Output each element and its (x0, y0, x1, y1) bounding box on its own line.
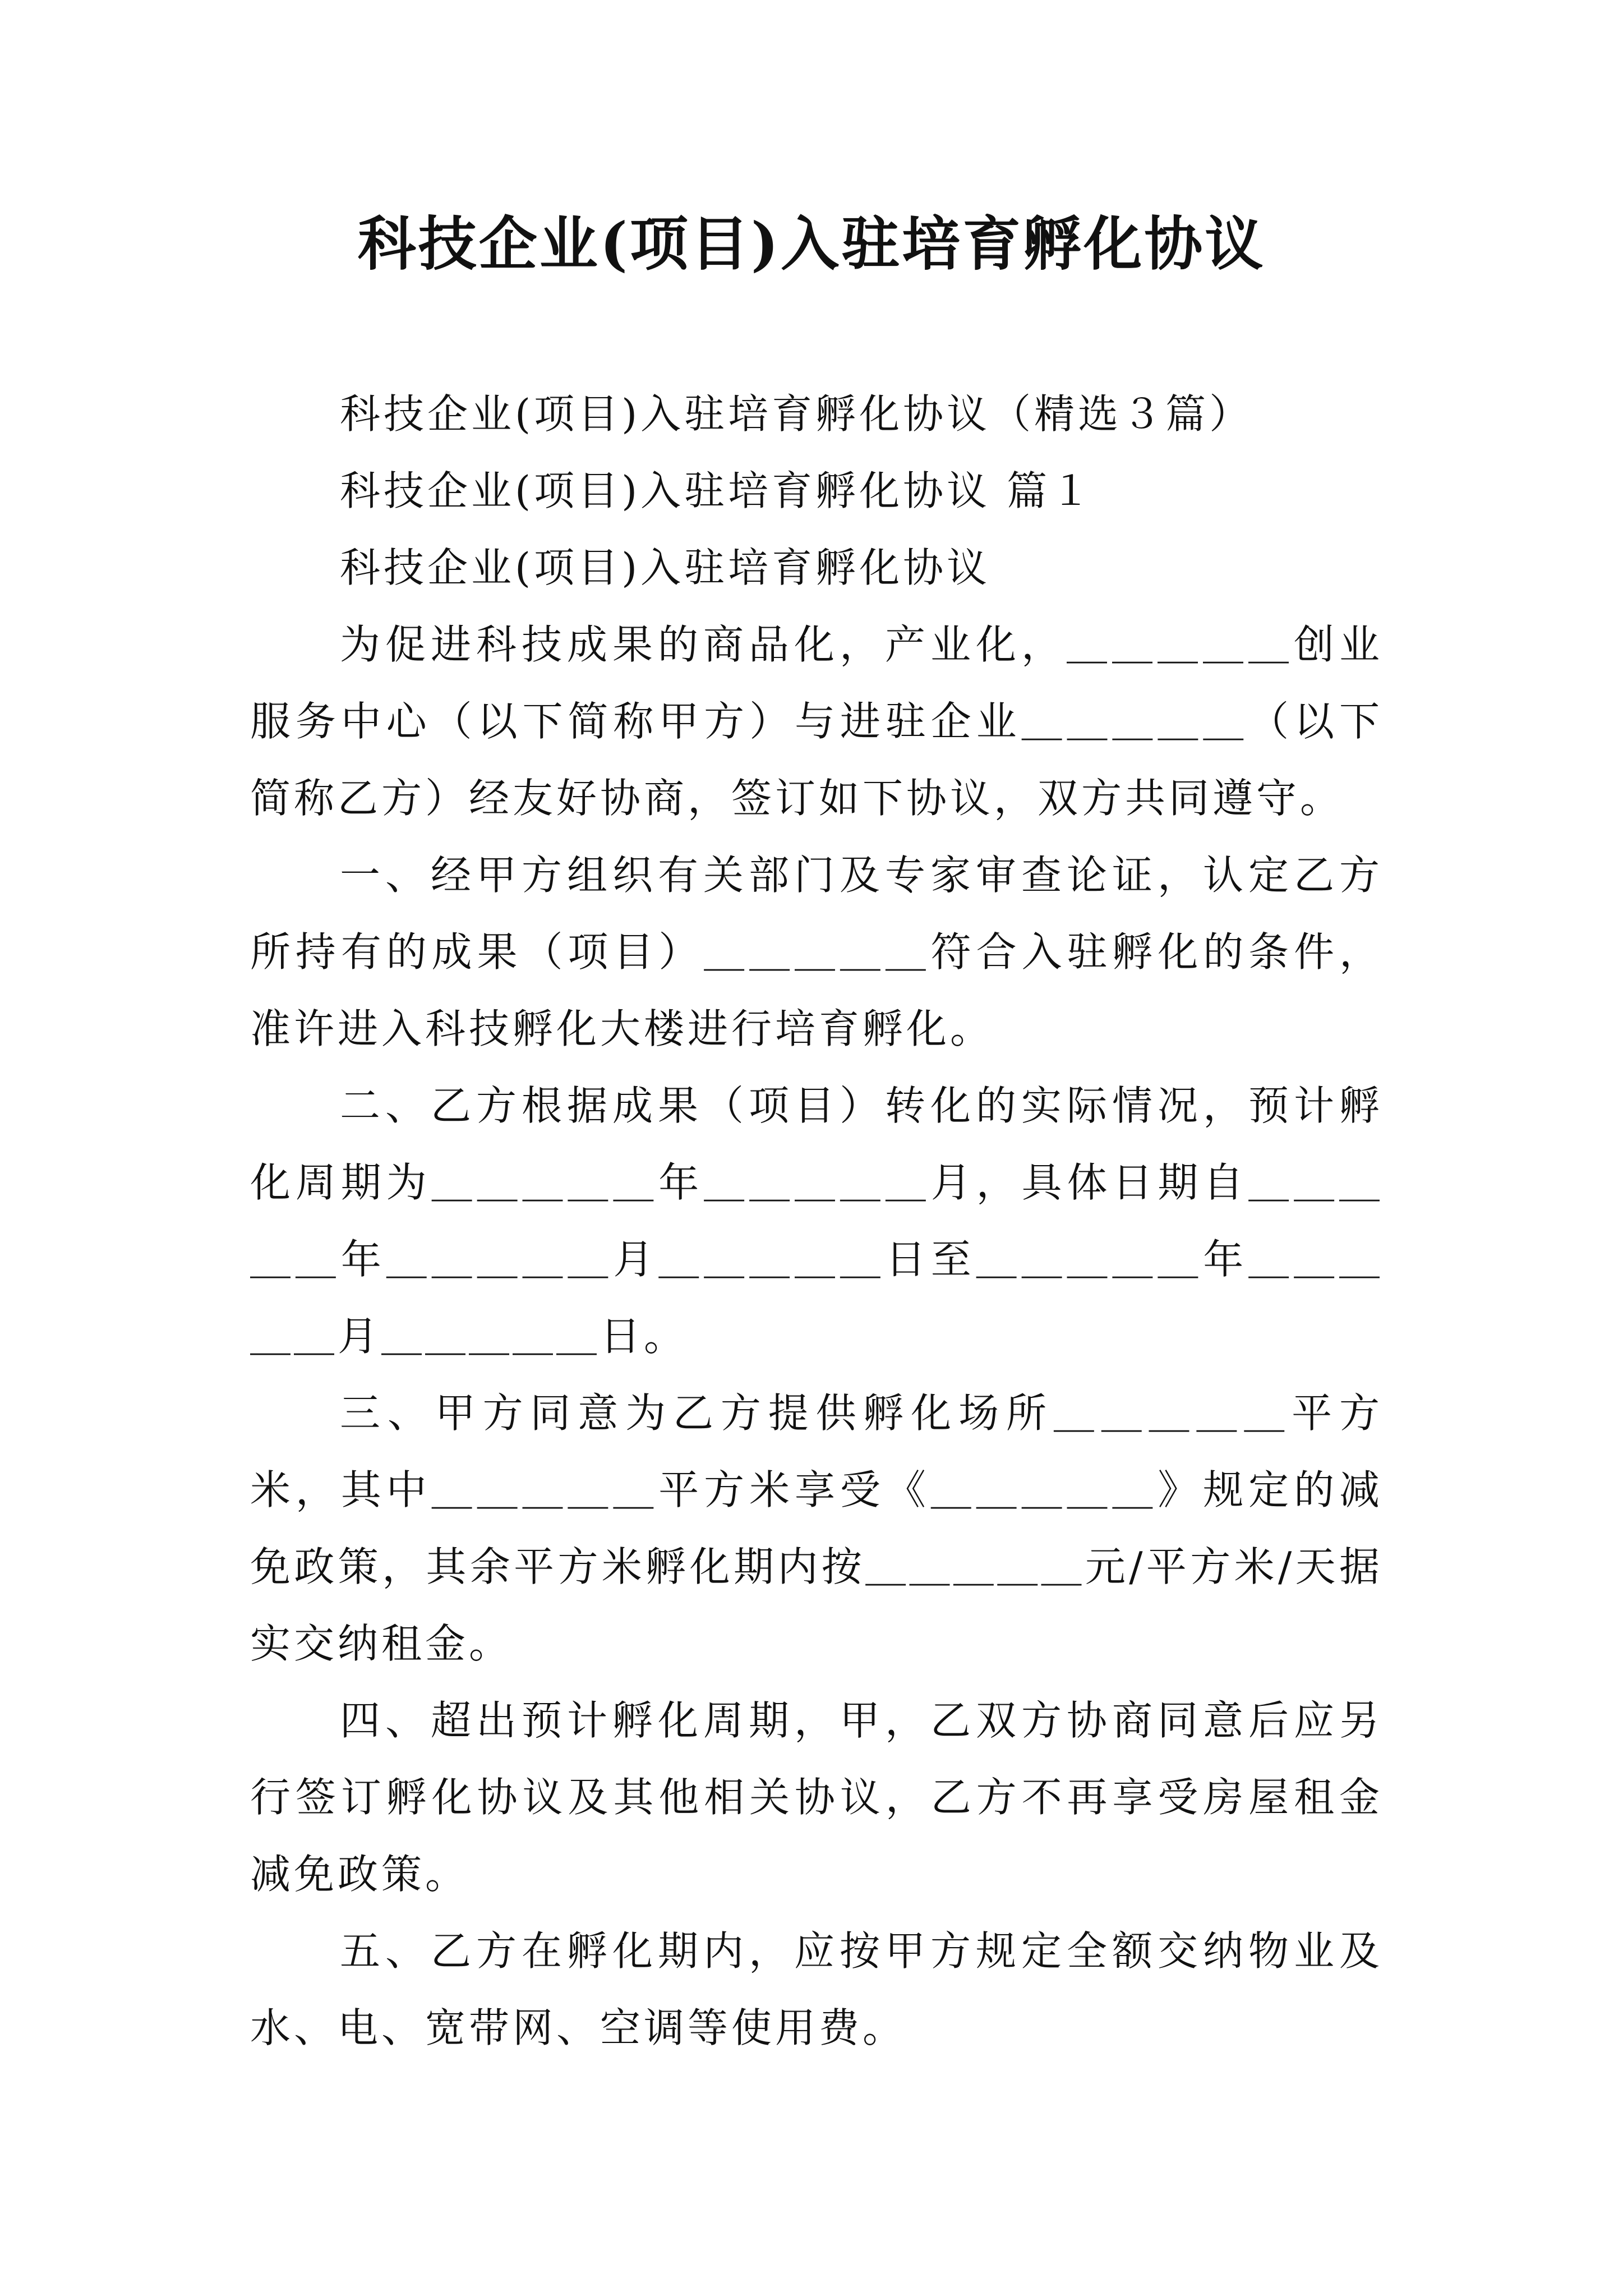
heading-line-2: 科技企业(项目)入驻培育孵化协议 篇１ (340, 467, 1095, 514)
paragraph-intro: 为促进科技成果的商品化，产业化，＿＿＿＿＿创业服务中心（以下简称甲方）与进驻企业＿＿＿＿＿（以下简称乙方）经友好协商，签订如下协议，双方共同遵守。 (250, 621, 1383, 822)
heading-line-3: 科技企业(项目)入驻培育孵化协议 (340, 544, 991, 591)
paragraph-clause-3: 三、甲方同意为乙方提供孵化场所＿＿＿＿＿平方米，其中＿＿＿＿＿平方米享受《＿＿＿＿＿》规定的减免政策，其余平方米孵化期内按＿＿＿＿＿元/平方米/天据实交纳租金。 (250, 1389, 1383, 1667)
document-body (250, 376, 1383, 2067)
paragraph-clause-1: 一、经甲方组织有关部门及专家审查论证，认定乙方所持有的成果（项目）＿＿＿＿＿符合入驻孵化的条件，准许进入科技孵化大楼进行培育孵化。 (250, 852, 1383, 1052)
heading-line-1: 科技企业(项目)入驻培育孵化协议（精选３篇） (340, 390, 1253, 438)
document-title: 科技企业(项目)入驻培育孵化协议 (357, 209, 1266, 278)
paragraph-clause-2: 二、乙方根据成果（项目）转化的实际情况，预计孵化周期为＿＿＿＿＿年＿＿＿＿＿月，具体日期自＿＿＿＿＿年＿＿＿＿＿月＿＿＿＿＿日至＿＿＿＿＿年＿＿＿＿＿月＿＿＿＿＿日。 (250, 1082, 1383, 1360)
paragraph-clause-4: 四、超出预计孵化周期，甲，乙双方协商同意后应另行签订孵化协议及其他相关协议，乙方不再享受房屋租金减免政策。 (250, 1697, 1383, 1898)
paragraph-clause-5: 五、乙方在孵化期内，应按甲方规定全额交纳物业及水、电、宽带网、空调等使用费。 (250, 1927, 1383, 2051)
